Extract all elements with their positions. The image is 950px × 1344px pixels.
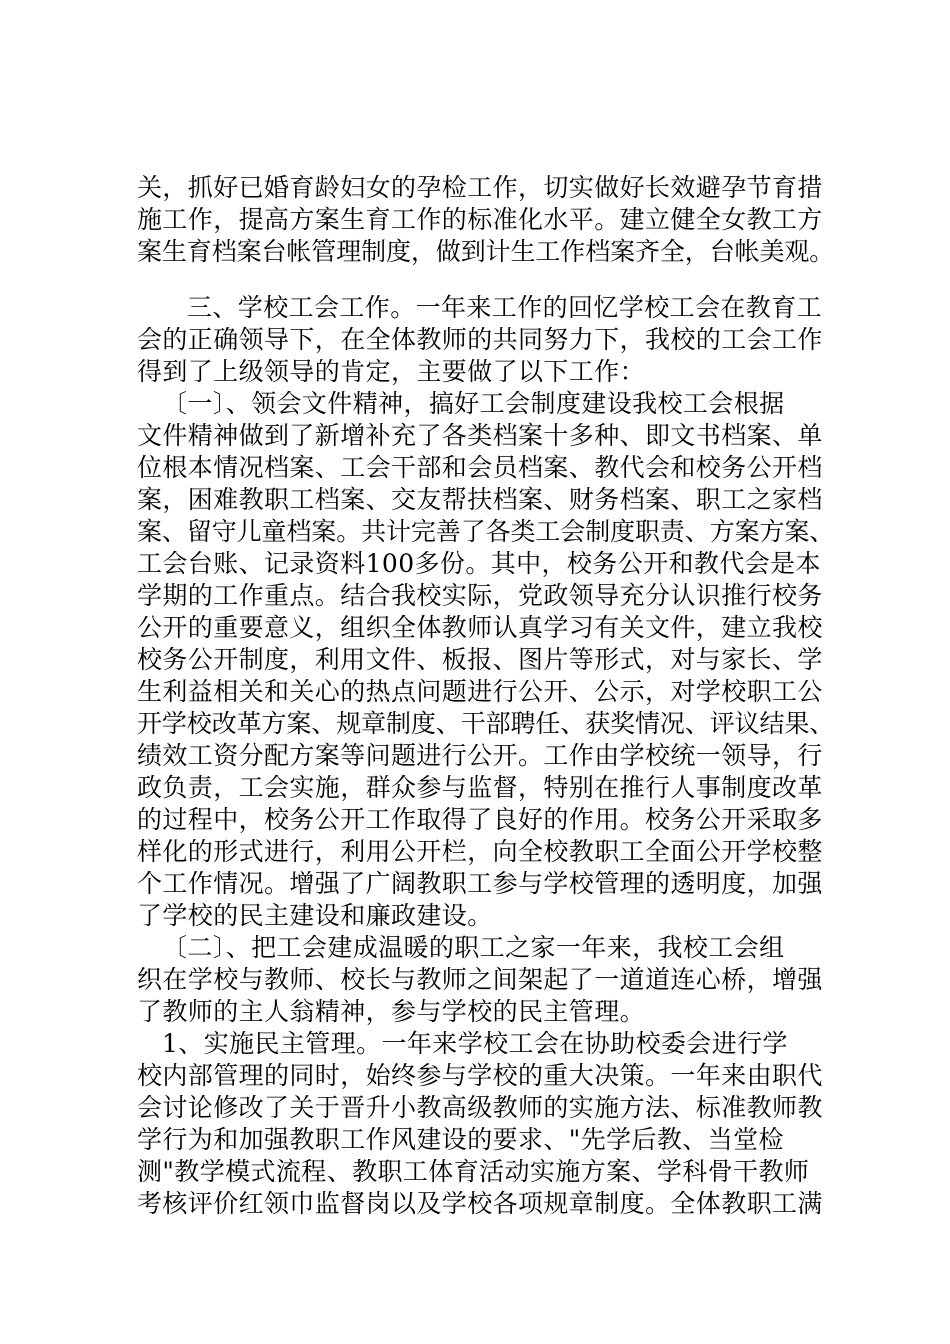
text-line: 开学校改革方案、规章制度、干部聘任、获奖情况、评议结果、 [137,709,835,738]
text-line: 个工作情况。增强了广阔教职工参与学校管理的透明度，加强 [137,869,823,898]
text-line: 了学校的民主建设和廉政建设。 [137,901,493,930]
text-line: 〔一〕、领会文件精神，搞好工会制度建设我校工会根据 [162,389,785,418]
text-line: 学行为和加强教职工作风建设的要求、"先学后教、当堂检 [137,1125,784,1154]
text-line: 1、实施民主管理。一年来学校工会在协助校委会进行学 [162,1029,788,1058]
text-line: 文件精神做到了新增补充了各类档案十多种、即文书档案、单 [137,421,823,450]
text-line: 测"教学模式流程、教职工体育活动实施方案、学科骨干教师 [137,1157,810,1186]
text-line: 会的正确领导下，在全体教师的共同努力下，我校的工会工作 [137,325,823,354]
text-line: 生利益相关和关心的热点问题进行公开、公示，对学校职工公 [137,677,823,706]
text-line: 的过程中，校务公开工作取得了良好的作用。校务公开采取多 [137,805,823,834]
text-line: 关，抓好已婚育龄妇女的孕检工作，切实做好长效避孕节育措 [137,173,823,202]
text-line: 工会台账、记录资料100多份。其中，校务公开和教代会是本 [137,549,821,578]
text-line: 案、留守儿童档案。共计完善了各类工会制度职责、方案方案、 [137,517,835,546]
text-line: 学期的工作重点。结合我校实际，党政领导充分认识推行校务 [137,581,823,610]
text-line: 公开的重要意义，组织全体教师认真学习有关文件，建立我校 [137,613,823,642]
text-line: 三、学校工会工作。一年来工作的回忆学校工会在教育工 [187,293,823,322]
text-line: 织在学校与教师、校长与教师之间架起了一道道连心桥，增强 [137,965,823,994]
text-line: 位根本情况档案、工会干部和会员档案、教代会和校务公开档 [137,453,823,482]
text-line: 会讨论修改了关于晋升小教高级教师的实施方法、标准教师教 [137,1093,823,1122]
text-line: 施工作，提高方案生育工作的标准化水平。建立健全女教工方 [137,205,823,234]
text-line: 绩效工资分配方案等问题进行公开。工作由学校统一领导，行 [137,741,823,770]
text-line: 得到了上级领导的肯定，主要做了以下工作： [137,357,646,386]
text-line: 样化的形式进行，利用公开栏，向全校教职工全面公开学校整 [137,837,823,866]
text-line: 校务公开制度，利用文件、板报、图片等形式，对与家长、学 [137,645,823,674]
text-line: 案，困难教职工档案、交友帮扶档案、财务档案、职工之家档 [137,485,823,514]
text-line: 政负责，工会实施，群众参与监督，特别在推行人事制度改革 [137,773,823,802]
text-line: 校内部管理的同时，始终参与学校的重大决策。一年来由职代 [137,1061,823,1090]
text-line: 〔二〕、把工会建成温暖的职工之家一年来，我校工会组 [162,933,785,962]
text-line: 考核评价红领巾监督岗以及学校各项规章制度。全体教职工满 [137,1189,823,1218]
text-line: 案生育档案台帐管理制度，做到计生工作档案齐全，台帐美观。 [137,237,835,266]
text-line: 了教师的主人翁精神，参与学校的民主管理。 [137,997,646,1026]
